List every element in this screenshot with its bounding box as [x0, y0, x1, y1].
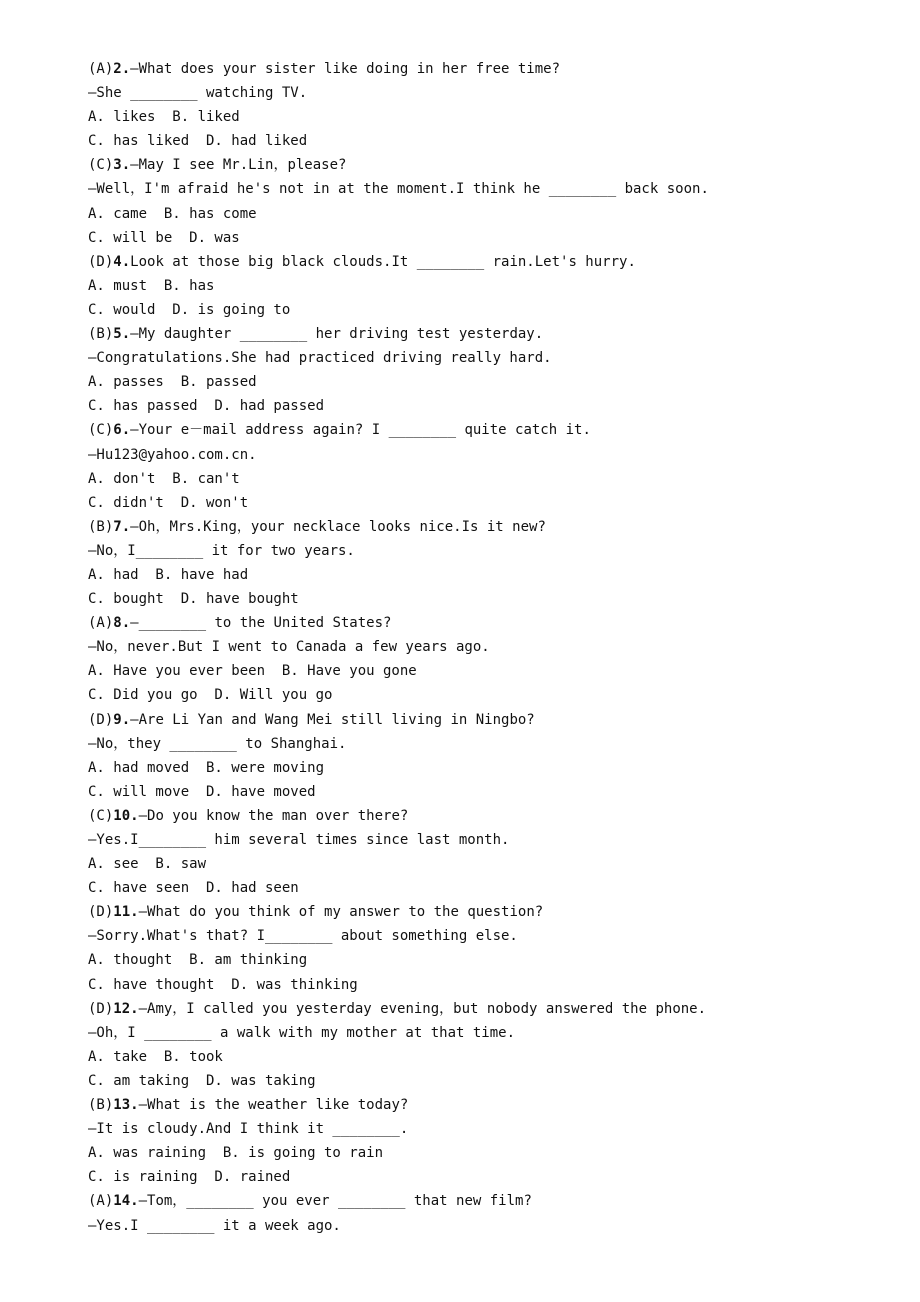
- question-number: 10.: [113, 807, 139, 824]
- answer-options: [88, 274, 888, 298]
- answer-options: [88, 756, 888, 780]
- answer-options: [88, 683, 888, 707]
- line-text: C. has liked D. had liked: [88, 133, 308, 150]
- line-text: —Your e－mail address again? I ________ quite catch it.: [130, 422, 591, 439]
- line-text: C. will move D. have moved: [88, 783, 316, 800]
- question-number: 5.: [113, 326, 131, 343]
- line-text: A. must B. has: [88, 277, 215, 294]
- answer-options: [88, 948, 888, 972]
- answer-options: [88, 394, 888, 418]
- line-text: —Amy，I called you yesterday evening，but nobody answered the phone.: [138, 1000, 707, 1017]
- line-text: —________ to the United States?: [130, 615, 392, 632]
- question-stem: [88, 708, 888, 732]
- question-number: 11.: [113, 904, 139, 921]
- question-stem: [88, 515, 888, 539]
- line-text: —Yes.I________ him several times since last month.: [88, 832, 510, 848]
- dialogue-line: [88, 177, 888, 201]
- answer-options: [88, 467, 888, 491]
- question-number: 6.: [113, 422, 131, 439]
- question-stem: [88, 997, 888, 1021]
- line-text: —Tom，________ you ever ________ that new film?: [138, 1193, 532, 1210]
- dialogue-line: [88, 1117, 888, 1141]
- line-text: —Well，I'm afraid he's not in at the moment.I think he ________ back soon.: [88, 181, 709, 198]
- answer-key: (D): [88, 711, 114, 728]
- question-number: 14.: [113, 1193, 139, 1210]
- dialogue-line: [88, 635, 888, 659]
- line-text: —No，I________ it for two years.: [88, 542, 355, 559]
- question-number: 7.: [113, 518, 131, 535]
- line-text: A. likes B. liked: [88, 109, 240, 126]
- dialogue-line: [88, 924, 888, 948]
- line-text: A. take B. took: [88, 1048, 223, 1065]
- answer-key: (D): [88, 253, 114, 270]
- answer-key: (B): [88, 326, 114, 343]
- question-stem: [88, 1093, 888, 1117]
- answer-key: (A): [88, 61, 114, 77]
- line-text: C. would D. is going to: [88, 301, 291, 318]
- answer-options: [88, 1045, 888, 1069]
- line-text: A. don't B. can't: [88, 470, 240, 487]
- answer-options: [88, 1165, 888, 1189]
- line-text: C. am taking D. was taking: [88, 1072, 316, 1089]
- line-text: C. will be D. was: [88, 229, 240, 246]
- question-stem: [88, 804, 888, 828]
- answer-options: [88, 973, 888, 997]
- answer-key: (C): [88, 807, 114, 824]
- line-text: —Sorry.What's that? I________ about something else.: [88, 928, 518, 945]
- line-text: —Are Li Yan and Wang Mei still living in Ningbo?: [130, 711, 535, 728]
- dialogue-line: [88, 81, 888, 105]
- dialogue-line: [88, 1021, 888, 1045]
- line-text: C. have thought D. was thinking: [88, 976, 358, 993]
- line-text: Look at those big black clouds.It ________ rain.Let's hurry.: [130, 253, 636, 270]
- line-text: —She ________ watching TV.: [88, 85, 308, 102]
- dialogue-line: [88, 1214, 888, 1238]
- question-stem: [88, 322, 888, 346]
- answer-key: (B): [88, 1097, 114, 1114]
- question-number: 4.: [113, 253, 131, 270]
- answer-options: [88, 105, 888, 129]
- line-text: A. thought B. am thinking: [88, 952, 308, 969]
- dialogue-line: [88, 732, 888, 756]
- question-number: 3.: [113, 157, 131, 174]
- dialogue-line: [88, 828, 888, 852]
- question-number: 8.: [113, 615, 131, 632]
- line-text: C. bought D. have bought: [88, 591, 299, 608]
- dialogue-line: [88, 539, 888, 563]
- question-stem: [88, 611, 888, 635]
- line-text: C. didn't D. won't: [88, 494, 249, 511]
- line-text: A. came B. has come: [88, 205, 257, 222]
- line-text: —What do you think of my answer to the question?: [138, 904, 544, 921]
- answer-options: [88, 370, 888, 394]
- question-stem: [88, 57, 888, 81]
- answer-key: (C): [88, 422, 114, 439]
- answer-options: [88, 1141, 888, 1165]
- line-text: —Oh，I ________ a walk with my mother at that time.: [88, 1024, 516, 1041]
- question-number: 12.: [113, 1000, 139, 1017]
- line-text: A. see B. saw: [88, 856, 207, 873]
- line-text: C. is raining D. rained: [88, 1169, 291, 1186]
- line-text: —Do you know the man over there?: [138, 807, 409, 824]
- line-text: —What does your sister like doing in her free time?: [130, 61, 561, 77]
- answer-options: [88, 852, 888, 876]
- answer-key: (C): [88, 157, 114, 174]
- line-text: —No，never.But I went to Canada a few years ago.: [88, 639, 490, 656]
- line-text: —May I see Mr.Lin，please?: [130, 157, 347, 174]
- line-text: C. have seen D. had seen: [88, 880, 299, 897]
- question-number: 9.: [113, 711, 131, 728]
- answer-options: [88, 587, 888, 611]
- answer-key: (B): [88, 518, 114, 535]
- answer-options: [88, 876, 888, 900]
- line-text: A. had moved B. were moving: [88, 759, 325, 776]
- line-text: —It is cloudy.And I think it ________.: [88, 1121, 409, 1138]
- line-text: C. has passed D. had passed: [88, 398, 325, 415]
- line-text: A. had B. have had: [88, 566, 249, 583]
- answer-options: [88, 298, 888, 322]
- answer-options: [88, 780, 888, 804]
- answer-key: (D): [88, 1000, 114, 1017]
- question-stem: [88, 153, 888, 177]
- answer-key: (A): [88, 615, 114, 632]
- dialogue-line: [88, 346, 888, 370]
- answer-options: [88, 129, 888, 153]
- answer-options: [88, 226, 888, 250]
- question-stem: [88, 900, 888, 924]
- answer-key: (D): [88, 904, 114, 921]
- question-list: [88, 57, 888, 1238]
- answer-options: [88, 491, 888, 515]
- question-number: 2.: [113, 61, 131, 77]
- line-text: C. Did you go D. Will you go: [88, 687, 333, 704]
- line-text: —Oh，Mrs.King，your necklace looks nice.Is it new?: [130, 518, 546, 535]
- answer-options: [88, 1069, 888, 1093]
- question-stem: [88, 250, 888, 274]
- question-stem: [88, 1189, 888, 1213]
- line-text: —No，they ________ to Shanghai.: [88, 735, 347, 752]
- line-text: A. passes B. passed: [88, 374, 257, 391]
- answer-key: (A): [88, 1193, 114, 1210]
- line-text: —My daughter ________ her driving test yesterday.: [130, 326, 544, 343]
- line-text: A. was raining B. is going to rain: [88, 1145, 384, 1162]
- answer-options: [88, 563, 888, 587]
- question-number: 13.: [113, 1097, 139, 1114]
- question-stem: [88, 418, 888, 442]
- dialogue-line: [88, 443, 888, 467]
- line-text: —Hu123@yahoo.com.cn.: [88, 446, 257, 463]
- line-text: A. Have you ever been B. Have you gone: [88, 663, 417, 680]
- line-text: —What is the weather like today?: [138, 1097, 409, 1114]
- answer-options: [88, 659, 888, 683]
- line-text: —Yes.I ________ it a week ago.: [88, 1217, 341, 1234]
- line-text: —Congratulations.She had practiced driving really hard.: [88, 350, 552, 367]
- answer-options: [88, 202, 888, 226]
